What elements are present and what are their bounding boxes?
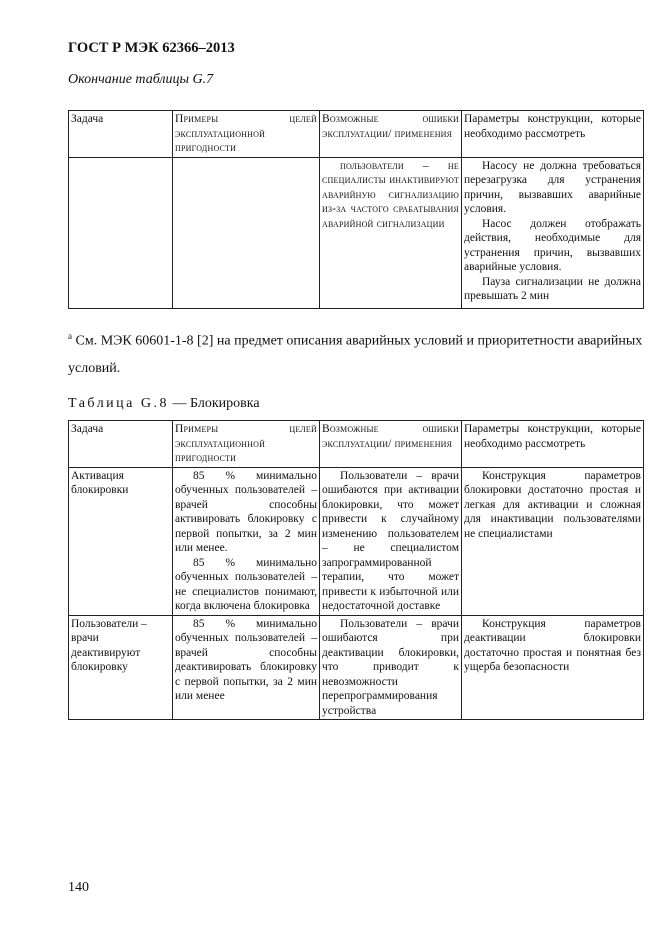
document-header: ГОСТ Р МЭК 62366–2013 (68, 40, 235, 56)
table-row (69, 467, 644, 615)
table-g7-caption: Окончание таблицы G.7 (68, 72, 214, 87)
goal-paragraph: 85 % минимально обученных пользователей – врачей способны активировать блокировку с первой попытки, за 2 мин или менее. (175, 469, 317, 554)
cell-task: Пользователи – врачи деактивируют блокировку (69, 615, 173, 720)
cell-errors (320, 157, 462, 308)
footnote-text: См. МЭК 60601-1-8 [2] на предмет описания аварийных условий и приоритетности аварийных условий. (68, 333, 643, 376)
cell-parameters (462, 157, 644, 308)
header-cell-errors: Возможные ошибки эксплуатации/ применения (320, 111, 462, 158)
cell-parameters (462, 467, 644, 615)
header-cell-task: Задача (69, 421, 173, 468)
header-cell-parameters: Параметры конструкции, которые необходимо рассмотреть (462, 421, 644, 468)
parameter-paragraph: Насос должен отображать действия, необходимые для устранения причин, вызвавших аварийные условия. (464, 217, 641, 273)
page-number: 140 (68, 880, 89, 895)
header-cell-goals: Примеры целей эксплуатационной пригодности (173, 111, 320, 158)
goal-paragraph: 85 % минимально обученных пользователей – не специалистов понимают, когда включена блокировка (175, 556, 317, 612)
cell-errors-text: Пользователи – врачи ошибаются при деактивации блокировки, что приводит к невозможности перепрограммирования устройства (322, 617, 459, 717)
cell-parameters-text: Конструкция параметров блокировки достаточно простая и легкая для активации и сложная для инактивации пользователями не специалистами (464, 469, 641, 540)
cell-errors-text: пользователи – не специалисты инактивируют аварийную сигнализацию из-за частого срабатывания аварийной сигнализации (322, 159, 459, 230)
header-cell-parameters: Параметры конструкции, которые необходимо рассмотреть (462, 111, 644, 158)
footnote (68, 323, 643, 382)
table-row (69, 615, 644, 720)
parameter-paragraph: Пауза сигнализации не должна превышать 2 мин (464, 275, 641, 302)
table-g7 (68, 110, 644, 309)
header-cell-errors: Возможные ошибки эксплуатации/ применения (320, 421, 462, 468)
table-g8-caption (68, 396, 260, 412)
header-cell-goals: Примеры целей эксплуатационной пригодности (173, 421, 320, 468)
parameter-paragraph: Насосу не должна требоваться перезагрузка для устранения причин, вызвавших аварийные условия. (464, 159, 641, 215)
table-g8-caption-label: Таблица G.8 (68, 396, 169, 411)
cell-errors (320, 467, 462, 615)
cell-task (69, 157, 173, 308)
cell-task: Активация блокировки (69, 467, 173, 615)
table-row (69, 157, 644, 308)
table-header-row (69, 111, 644, 158)
footnote-mark: a (68, 331, 72, 341)
cell-parameters-text: Конструкция параметров деактивации блокировки достаточно простая и понятная без ущерба безопасности (464, 617, 641, 673)
cell-goals (173, 157, 320, 308)
goal-paragraph: 85 % минимально обученных пользователей – врачей способны деактивировать блокировку с первой попытки, за 2 мин или менее (175, 617, 317, 702)
cell-errors (320, 615, 462, 720)
table-g8-caption-title: — Блокировка (169, 396, 260, 411)
cell-goals (173, 467, 320, 615)
table-g8 (68, 420, 644, 720)
cell-goals (173, 615, 320, 720)
cell-errors-text: Пользователи – врачи ошибаются при активации блокировки, что может привести к случайному изменению пользователем – не специалистом запрограммированной терапии, что может привести к избыточной или недостаточной доставке (322, 469, 459, 612)
cell-parameters (462, 615, 644, 720)
header-cell-task: Задача (69, 111, 173, 158)
table-header-row (69, 421, 644, 468)
